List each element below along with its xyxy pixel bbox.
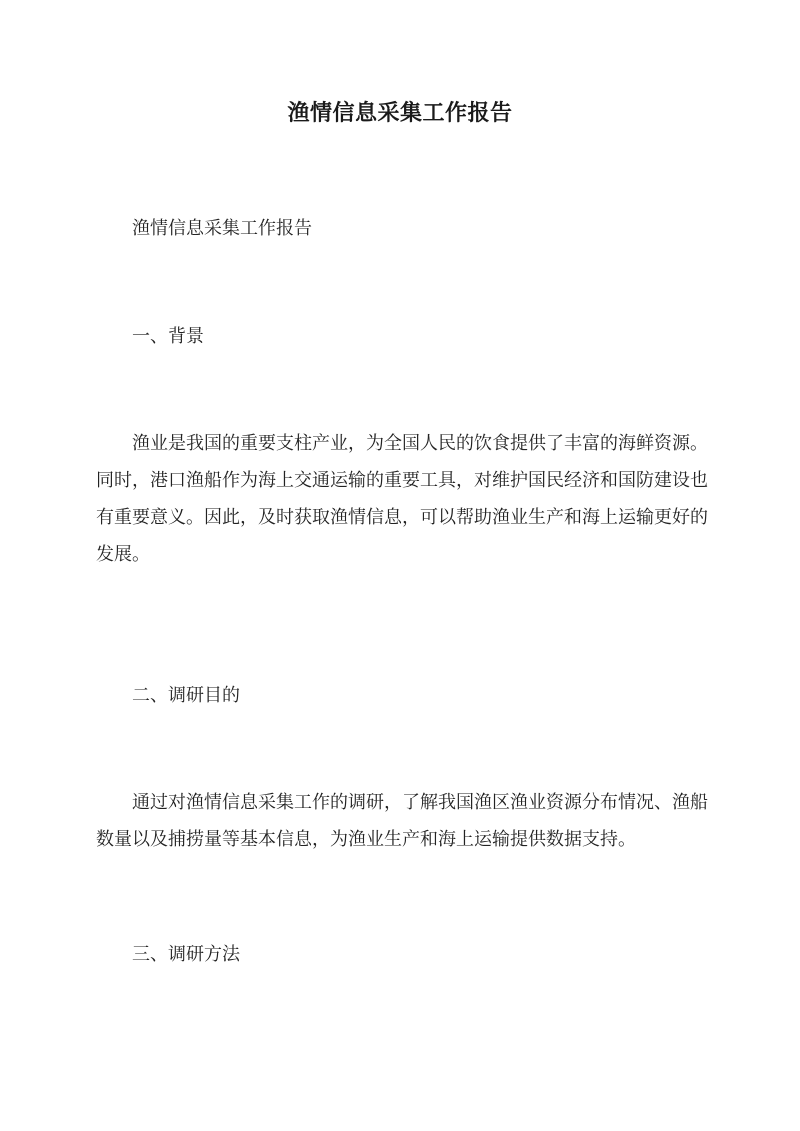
section-heading-purpose: 二、调研目的 — [132, 685, 240, 706]
section-heading-background: 一、背景 — [132, 326, 204, 347]
section-paragraph-background: 渔业是我国的重要支柱产业，为全国人民的饮食提供了丰富的海鲜资源。同时，港口渔船作为海上交通运输的重要工具，对维护国民经济和国防建设也有重要意义。因此，及时获取渔情信息，可以帮助渔业生产和海上运输更好的发展。 — [96, 433, 708, 565]
section-paragraph-purpose: 通过对渔情信息采集工作的调研，了解我国渔区渔业资源分布情况、渔船数量以及捕捞量等基本信息，为渔业生产和海上运输提供数据支持。 — [96, 792, 708, 850]
document-title: 渔情信息采集工作报告 — [287, 100, 513, 126]
section-heading-method: 三、调研方法 — [132, 944, 240, 965]
document-subtitle: 渔情信息采集工作报告 — [132, 218, 312, 239]
